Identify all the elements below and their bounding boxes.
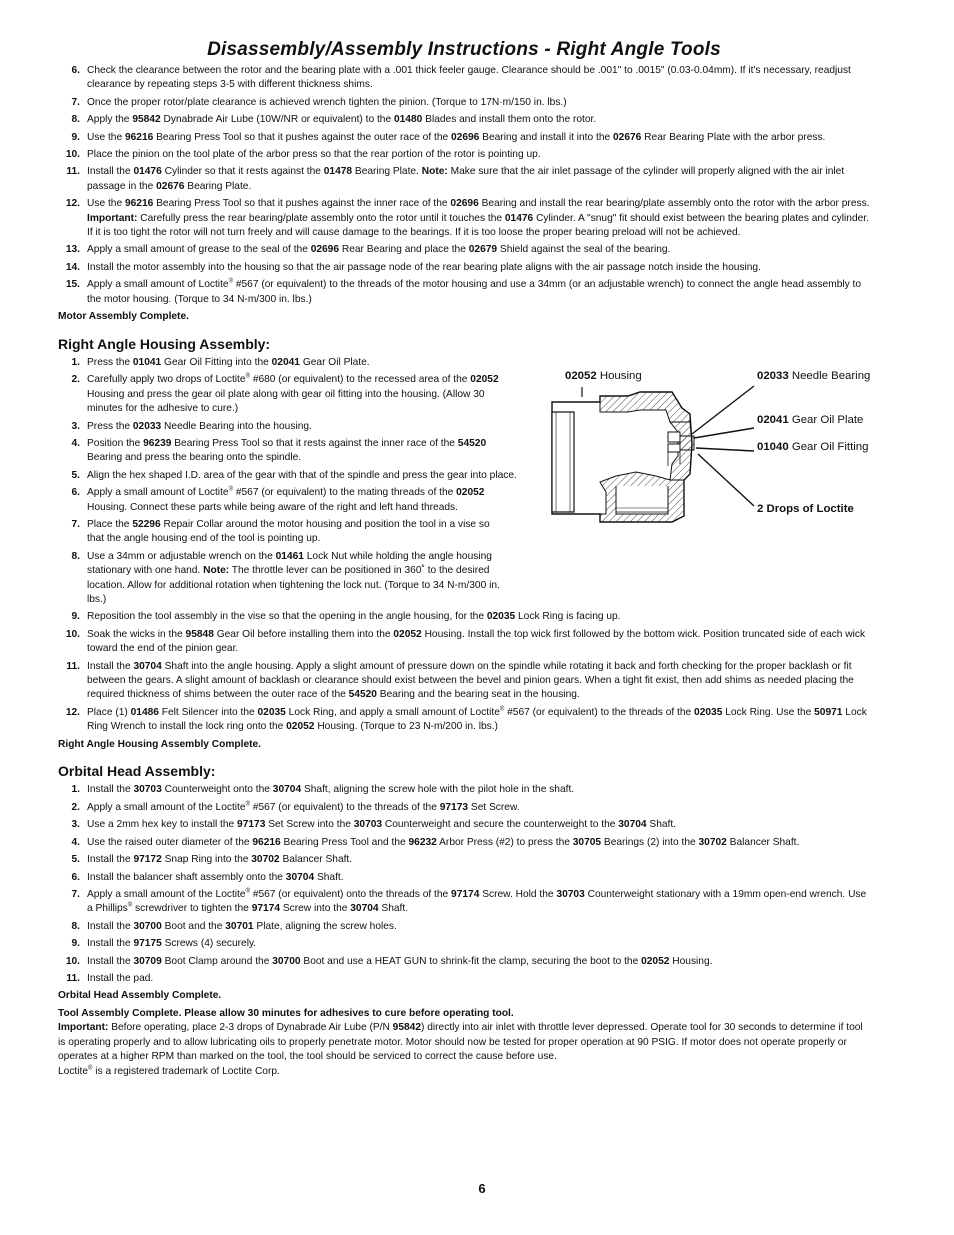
oha-step	[58, 783, 870, 797]
oha-step	[58, 888, 870, 917]
step-text: Check the clearance between the rotor and the bearing plate with a .001 thick feeler gauge. Clearance should be .001" to .0015" (0.03-0.04mm). If it's necessary, readjust clearance by repeating steps 3-5 with different thickness shims.	[87, 65, 851, 91]
step-text: Position the 96239 Bearing Press Tool so that it rests against the inner race of the 54520 Bearing and press the bearing onto the spindle.	[87, 437, 487, 464]
label-plate-part: 02041	[757, 414, 789, 426]
label-housing-desc: Housing	[599, 370, 642, 382]
step-number: 13.	[65, 244, 80, 256]
step-text: Apply a small amount of Loctite® #567 (or equivalent) to the threads of the motor housing and use a 34mm (or an adjustable wrench) to connect the angle head assembly to the motor housing. (Torque to 34 N-m/300 in. lbs.)	[87, 278, 862, 305]
label-fitting-part: 01040	[757, 441, 789, 453]
step-text: Install the 97172 Snap Ring into the 30702 Balancer Shaft.	[87, 854, 353, 866]
trademark-note: Loctite® is a registered trademark of Loctite Corp.	[58, 1065, 280, 1078]
step-text: Apply a small amount of Loctite® #567 (or equivalent) to the mating threads of the 02052 Housing. Connect these parts while being aware of the right and left hand threads.	[87, 486, 485, 513]
step-number: 9.	[71, 131, 80, 143]
oha-step	[58, 801, 870, 815]
label-needle-part: 02033	[757, 370, 789, 382]
step-text: Install the 30709 Boot Clamp around the 30700 Boot and use a HEAT GUN to shrink-fit the clamp, securing the boot to the 02052 Housing.	[87, 955, 713, 967]
step-text: Use a 34mm or adjustable wrench on the 01461 Lock Nut while holding the angle housing stationary with one hand. Note: The throttle lever can be positioned in 360˚ to the desired location. Allow for additional rotation when tightening the lock nut. (Torque to 34 N-m/300 in. lbs.)	[87, 550, 500, 605]
label-loctite-drops: 2 Drops of Loctite	[757, 503, 854, 515]
oha-step	[58, 972, 870, 986]
motor-step	[58, 113, 870, 127]
page-number: 6	[478, 1181, 486, 1196]
label-needle-bearing	[757, 370, 870, 382]
step-text: Install the 30704 Shaft into the angle housing. Apply a slight amount of pressure down on the spindle while rotating it back and forth checking for the proper backlash or fit between the gears. A slight amount of backlash or clearance should exist between the bevel and pinion gears. When a tight fit exist, then add shims as needed placing the required thickness of shims between the outer race of the 54520 Bearing and the bearing seat in the housing.	[87, 660, 854, 701]
step-number: 9.	[71, 938, 80, 950]
label-gear-oil-plate	[757, 414, 863, 426]
oha-step	[58, 871, 870, 885]
step-number: 15.	[65, 279, 80, 291]
step-text: Place (1) 01486 Felt Silencer into the 02035 Lock Ring, and apply a small amount of Loctite® #567 (or equivalent) to the threads of the 02035 Lock Ring. Use the 50971 Lock Ring Wrench to install the lock ring onto the 02052 Housing. (Torque to 23 N-m/200 in. lbs.)	[87, 706, 867, 733]
motor-complete-note: Motor Assembly Complete.	[58, 311, 189, 323]
oha-step	[58, 853, 870, 867]
step-number: 7.	[71, 888, 80, 900]
step-text: Use the 96216 Bearing Press Tool so that it pushes against the inner race of the 02696 Bearing and install the rear bearing/plate assembly onto the rotor with the arbor press. Important: Carefully press the rear bearing/plate assembly onto the rotor until it touches the 01476 Cylinder. A "snug" fit should exist between the bearing plates and cylinder. If it is too tight the rotor will not turn freely and will cause damage to the bearings. If it is too loose the proper bearing preload will not be achieved.	[87, 198, 870, 239]
step-text: Carefully apply two drops of Loctite® #680 (or equivalent) to the recessed area of the 02052 Housing and press the gear oil plate along with gear oil fitting into the housing. (Allow 30 minutes for the adhesive to cure.)	[87, 373, 499, 415]
rha-complete-note: Right Angle Housing Assembly Complete.	[58, 738, 262, 750]
oha-step	[58, 920, 870, 934]
motor-step	[58, 165, 870, 194]
step-number: 8.	[71, 920, 80, 932]
step-number: 2.	[71, 374, 80, 386]
rha-step	[58, 610, 870, 624]
step-number: 9.	[71, 611, 80, 623]
step-text: Install the 30703 Counterweight onto the 30704 Shaft, aligning the screw hole with the pilot hole in the shaft.	[87, 784, 575, 796]
oha-step	[58, 818, 870, 832]
step-text: Install the 01476 Cylinder so that it rests against the 01478 Bearing Plate. Note: Make sure that the air inlet passage of the cylinder will properly aligned with the air inlet passage in the 02676 Bearing Plate.	[87, 166, 845, 192]
step-number: 1.	[71, 784, 80, 796]
housing-diagram	[540, 364, 880, 534]
step-text: Install the pad.	[87, 972, 154, 984]
step-number: 12.	[65, 706, 80, 718]
step-number: 14.	[65, 261, 80, 273]
label-housing-part: 02052	[565, 370, 597, 382]
oha-step	[58, 836, 870, 850]
label-plate-desc: Gear Oil Plate	[791, 414, 864, 426]
label-fitting-desc: Gear Oil Fitting	[791, 441, 869, 453]
step-text: Apply a small amount of the Loctite® #567 (or equivalent) to the threads of the 97173 Set Screw.	[87, 801, 520, 813]
step-text: Use the 96216 Bearing Press Tool so that it pushes against the outer race of the 02696 Bearing and install it into the 02676 Rear Bearing Plate with the arbor press.	[87, 131, 826, 143]
step-number: 11.	[66, 660, 80, 672]
oha-complete-note: Orbital Head Assembly Complete.	[58, 990, 222, 1002]
step-number: 10.	[65, 149, 80, 161]
step-number: 2.	[71, 801, 80, 813]
step-text: Apply the 95842 Dynabrade Air Lube (10W/NR or equivalent) to the 01480 Blades and install them onto the rotor.	[87, 114, 597, 126]
step-number: 12.	[65, 198, 80, 210]
step-number: 8.	[71, 114, 80, 126]
motor-steps-list	[58, 64, 870, 307]
oha-step	[58, 955, 870, 969]
content	[58, 64, 870, 1081]
step-number: 7.	[71, 96, 80, 108]
oha-steps-list	[58, 783, 870, 986]
motor-step	[58, 243, 870, 257]
step-number: 10.	[65, 955, 80, 967]
step-text: Align the hex shaped I.D. area of the gear with that of the spindle and press the gear into place.	[87, 469, 517, 481]
step-number: 6.	[71, 65, 80, 76]
label-gear-oil-fitting	[757, 441, 868, 453]
step-number: 6.	[71, 871, 80, 883]
motor-step	[58, 148, 870, 162]
step-text: Press the 02033 Needle Bearing into the housing.	[87, 420, 312, 432]
step-text: Once the proper rotor/plate clearance is achieved wrench tighten the pinion. (Torque to 17N·m/150 in. lbs.)	[87, 96, 567, 108]
step-text: Apply a small amount of the Loctite® #567 (or equivalent) onto the threads of the 97174 Screw. Hold the 30703 Counterweight stationary with a 19mm open-end wrench. Use a Phillips® screwdriver to tighten the 97174 Screw into the 30704 Shaft.	[87, 888, 867, 915]
motor-step	[58, 96, 870, 110]
step-text: Install the balancer shaft assembly onto the 30704 Shaft.	[87, 871, 344, 883]
step-text: Install the 30700 Boot and the 30701 Plate, aligning the screw holes.	[87, 920, 397, 932]
step-number: 4.	[71, 836, 80, 848]
rha-step	[58, 550, 870, 608]
step-text: Use the raised outer diameter of the 96216 Bearing Press Tool and the 96232 Arbor Press (#2) to press the 30705 Bearings (2) into the 30702 Balancer Shaft.	[87, 836, 800, 848]
step-number: 1.	[71, 356, 80, 368]
step-number: 7.	[71, 518, 80, 530]
motor-step	[58, 197, 870, 240]
oha-heading: Orbital Head Assembly:	[58, 763, 216, 780]
step-text: Apply a small amount of grease to the seal of the 02696 Rear Bearing and place the 02679 Shield against the seal of the bearing.	[87, 244, 671, 256]
rha-step	[58, 660, 870, 703]
step-text: Press the 01041 Gear Oil Fitting into the 02041 Gear Oil Plate.	[87, 356, 370, 368]
tool-complete-note: Tool Assembly Complete. Please allow 30 minutes for adhesives to cure before operating tool.	[58, 1007, 514, 1019]
step-number: 5.	[71, 854, 80, 866]
step-number: 8.	[71, 550, 80, 562]
step-number: 5.	[71, 469, 80, 481]
rha-step	[58, 628, 870, 657]
step-text: Place the 52296 Repair Collar around the motor housing and position the tool in a vise so that the angle housing end of the tool is pointing up.	[87, 518, 490, 545]
motor-step	[58, 278, 870, 307]
step-number: 3.	[71, 420, 80, 432]
motor-step	[58, 64, 870, 93]
step-number: 3.	[71, 819, 80, 831]
rha-heading: Right Angle Housing Assembly:	[58, 335, 271, 352]
step-text: Place the pinion on the tool plate of the arbor press so that the rear portion of the rotor is pointing up.	[87, 149, 541, 161]
important-paragraph: Important: Before operating, place 2-3 drops of Dynabrade Air Lube (P/N 95842) directly into air inlet with throttle lever depressed. Operate tool for 30 seconds to determine if tool is operating properly and to allow lubricating oils to properly penetrate motor. Motor should now be tested for proper operation at 90 PSIG. If motor does not operate properly or operates at a higher RPM than marked on the tool, the tool should be serviced to correct the cause before use.	[58, 1022, 863, 1062]
step-number: 6.	[71, 487, 80, 499]
step-text: Install the motor assembly into the housing so that the air passage node of the rear bearing plate aligns with the air passage notch inside the housing.	[87, 261, 761, 273]
step-text: Install the 97175 Screws (4) securely.	[87, 938, 257, 950]
step-number: 11.	[66, 972, 80, 984]
step-number: 4.	[71, 437, 80, 449]
label-housing	[565, 370, 642, 382]
oha-step	[58, 937, 870, 951]
step-text: Soak the wicks in the 95848 Gear Oil before installing them into the 02052 Housing. Install the top wick first followed by the bottom wick. Position truncated side of each wick toward the end of the pinion gear.	[87, 628, 866, 655]
step-number: 11.	[66, 166, 80, 178]
motor-step	[58, 131, 870, 145]
label-needle-desc: Needle Bearing	[791, 370, 871, 382]
step-number: 10.	[65, 628, 80, 640]
page-title: Disassembly/Assembly Instructions - Right Angle Tools	[207, 39, 721, 60]
step-text: Use a 2mm hex key to install the 97173 Set Screw into the 30703 Counterweight and secure the counterweight to the 30704 Shaft.	[87, 819, 677, 831]
motor-step	[58, 261, 870, 275]
step-text: Reposition the tool assembly in the vise so that the opening in the angle housing, for the 02035 Lock Ring is facing up.	[87, 611, 621, 623]
rha-step	[58, 706, 870, 735]
